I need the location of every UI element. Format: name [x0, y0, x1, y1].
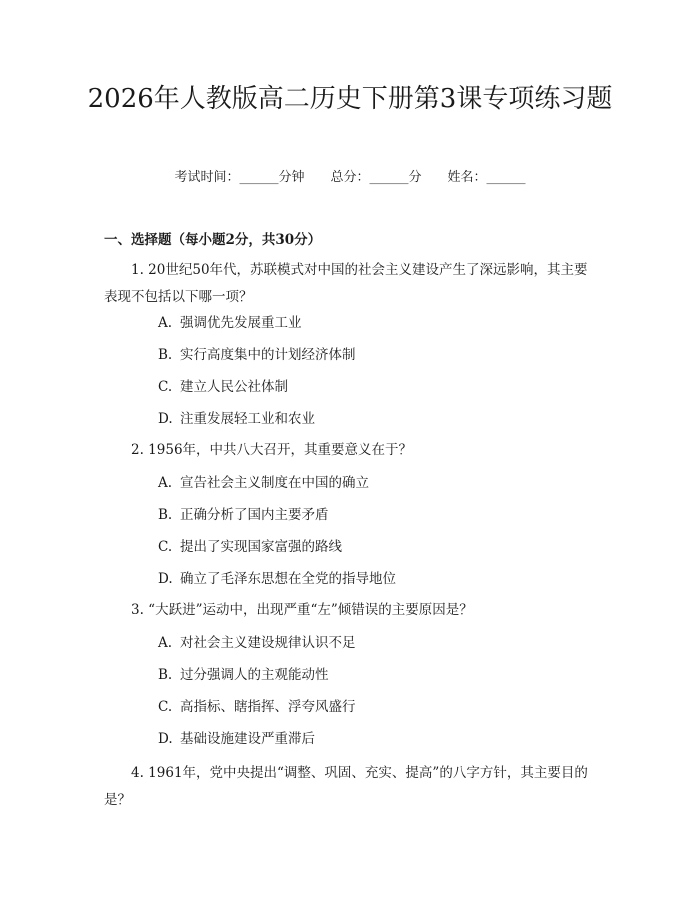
document-title: 2026年人教版高二历史下册第3课专项练习题 — [87, 84, 613, 114]
option-letter: A. — [158, 475, 173, 491]
option-letter: B. — [158, 507, 173, 523]
option-letter: A. — [158, 315, 173, 331]
option-3c — [158, 697, 356, 717]
option-text: 建立人民公社体制 — [180, 379, 288, 395]
exam-time-field: 考试时间：______分钟 — [174, 170, 305, 185]
option-1a — [158, 313, 302, 333]
option-3a — [158, 633, 356, 653]
option-letter: A. — [158, 635, 173, 651]
option-1d — [158, 409, 315, 429]
option-text: 强调优先发展重工业 — [180, 315, 302, 331]
option-3d — [158, 729, 315, 749]
option-text: 基础设施建设严重滞后 — [180, 731, 315, 747]
option-text: 高指标、瞎指挥、浮夸风盛行 — [180, 699, 356, 715]
option-text: 对社会主义建设规律认识不足 — [180, 635, 356, 651]
question-3: 3. “大跃进”运动中，出现严重“左”倾错误的主要原因是？ — [131, 602, 473, 618]
option-text: 注重发展轻工业和农业 — [180, 411, 315, 427]
option-letter: C. — [158, 379, 173, 395]
option-letter: D. — [158, 571, 173, 587]
question-1: 1. 20世纪50年代，苏联模式对中国的社会主义建设产生了深远影响，其主要表现不包括以下哪一项？ — [104, 262, 588, 305]
option-text: 确立了毛泽东思想在全党的指导地位 — [180, 571, 396, 587]
question-4: 4. 1961年，党中央提出“调整、巩固、充实、提高”的八字方针，其主要目的是？ — [104, 765, 588, 808]
question-2: 2. 1956年，中共八大召开，其重要意义在于？ — [131, 442, 413, 458]
option-text: 实行高度集中的计划经济体制 — [180, 347, 356, 363]
option-letter: C. — [158, 699, 173, 715]
option-2c — [158, 537, 342, 557]
option-text: 过分强调人的主观能动性 — [180, 667, 329, 683]
option-2b — [158, 505, 329, 525]
option-1b — [158, 345, 356, 365]
option-letter: B. — [158, 667, 173, 683]
option-1c — [158, 377, 288, 397]
section-heading: 一、选择题（每小题2分，共30分） — [104, 232, 322, 248]
option-2d — [158, 569, 396, 589]
student-name-field: 姓名：______ — [447, 170, 526, 185]
option-letter: D. — [158, 411, 173, 427]
option-3b — [158, 665, 329, 685]
option-letter: B. — [158, 347, 173, 363]
total-score-field: 总分：______分 — [330, 170, 422, 185]
option-2a — [158, 473, 369, 493]
option-text: 宣告社会主义制度在中国的确立 — [180, 475, 369, 491]
option-letter: D. — [158, 731, 173, 747]
option-letter: C. — [158, 539, 173, 555]
option-text: 提出了实现国家富强的路线 — [180, 539, 342, 555]
exam-meta — [0, 168, 700, 188]
option-text: 正确分析了国内主要矛盾 — [180, 507, 329, 523]
